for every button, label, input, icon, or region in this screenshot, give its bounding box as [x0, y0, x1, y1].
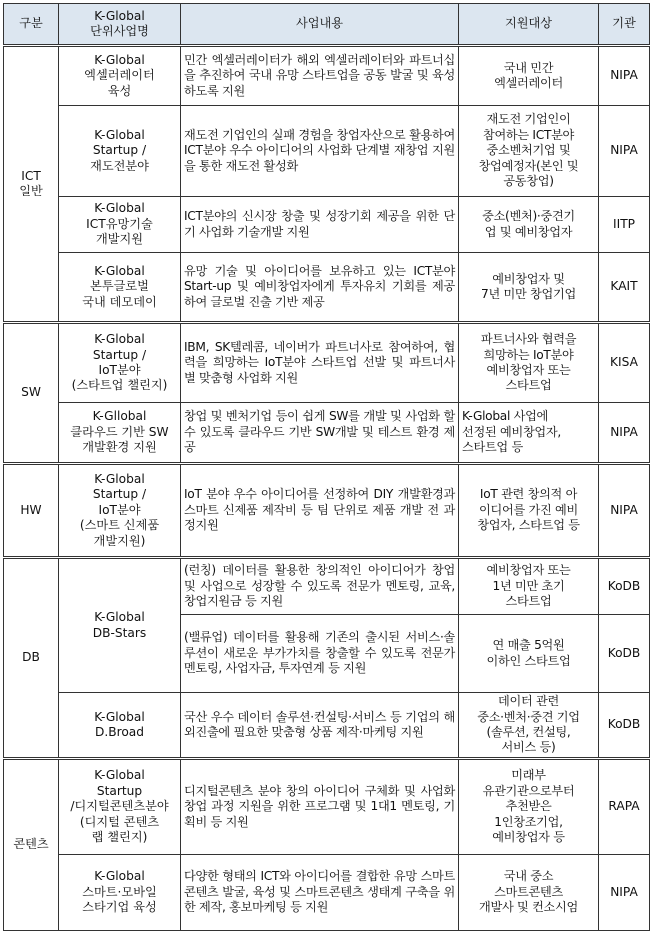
program-name-line: 클라우드 기반 SW: [70, 424, 169, 439]
target-line: (솔루션, 컨설팅,: [486, 725, 571, 739]
target-cell: [459, 253, 599, 323]
target-line: 파트너사와 협력을: [480, 332, 577, 347]
target-line: 예비창업자 또는: [486, 563, 571, 578]
target-line: 창업자, 스타트업 등: [477, 518, 580, 533]
header-program: [59, 4, 181, 46]
target-line: 1인창조기업,: [494, 814, 563, 829]
program-name-cell: [59, 464, 181, 558]
program-name-cell: [59, 197, 181, 253]
table-row: [4, 558, 650, 615]
program-name-line: K-Global: [94, 127, 145, 142]
target-line: 예비창업자 또는: [486, 363, 571, 377]
program-name-cell: [59, 106, 181, 197]
agency-cell: NIPA: [599, 46, 650, 106]
content-cell: (런칭) 데이터를 활용한 창의적인 아이디어가 창업 및 사업으로 성장할 수 있도록 전문가 멘토링, 교육, 창업지원금 등 지원: [181, 558, 459, 615]
table-row: [4, 464, 650, 558]
target-line: 스마트콘텐츠: [494, 884, 563, 899]
agency-cell: KoDB: [599, 558, 650, 615]
header-target: 지원대상: [459, 4, 599, 46]
target-cell: [459, 46, 599, 106]
program-name-line: 육성: [107, 83, 132, 98]
target-line: 이디어를 가진 예비: [479, 502, 578, 517]
program-name-line: K-Global: [94, 869, 145, 884]
program-name-line: IoT분야: [98, 363, 141, 377]
content-cell: 다양한 형태의 ICT와 아이디어를 결합한 유망 스마트콘텐츠 발굴, 육성 및 스마트콘텐츠 생태계 구축을 위한 제작, 홍보마케팅 등 지원: [181, 855, 459, 931]
agency-cell: KISA: [599, 323, 650, 403]
category-cell: [4, 464, 59, 558]
agency-cell: IITP: [599, 197, 650, 253]
category-line: DB: [22, 650, 40, 665]
program-name-line: (스타트업 챌린지): [71, 378, 168, 393]
target-line: 예비창업자 및: [492, 271, 565, 286]
target-cell: [459, 693, 599, 759]
program-name-line: 엑셀러레이터: [84, 68, 155, 83]
program-name-line: 랩 챌린지): [91, 830, 148, 845]
program-name-line: Startup: [96, 783, 143, 798]
table-row: [4, 323, 650, 403]
program-name-line: K-Global: [94, 263, 145, 278]
target-cell: [459, 615, 599, 693]
target-cell: [459, 106, 599, 197]
content-cell: 유망 기술 및 아이디어를 보유하고 있는 ICT분야 Start-up 및 예비창업자에게 투자유치 기회를 제공하여 글로벌 진출 기반 제공: [181, 253, 459, 323]
program-name-line: Startup /: [92, 143, 147, 158]
target-line: 희망하는 IoT분야: [483, 347, 574, 362]
program-name-line: K-Global: [94, 201, 145, 216]
header-category: 구분: [4, 4, 59, 46]
header-content: 사업내용: [181, 4, 459, 46]
program-name-line: 개발지원): [93, 533, 146, 548]
target-cell: [459, 464, 599, 558]
category-cell: [4, 323, 59, 464]
program-name-line: 스마트·모바일: [82, 884, 157, 899]
program-table: [3, 3, 650, 931]
content-cell: IBM, SK텔레콤, 네이버가 파트너사로 참여하여, 협력을 희망하는 IoT분야 스타트업 선발 및 파트너사 별 맞춤형 사업화 지원: [181, 323, 459, 403]
program-name-cell: [59, 46, 181, 106]
target-line: 서비스 등): [501, 740, 556, 755]
agency-cell: KAIT: [599, 253, 650, 323]
program-name-line: ICT유망기술: [86, 216, 153, 231]
target-line: 데이터 관련: [498, 694, 559, 709]
target-line: 국내 중소: [503, 869, 554, 884]
category-line: HW: [20, 502, 42, 517]
category-line: ICT: [21, 168, 41, 183]
target-line: 유관기관으로부터: [482, 783, 575, 798]
category-cell: [4, 46, 59, 323]
target-line: 스타트업: [505, 378, 552, 393]
table-row: [4, 106, 650, 197]
target-line: 미래부: [511, 768, 546, 783]
target-line: 업 및 예비창업자: [484, 224, 573, 239]
content-cell: 민간 엑셀러레이터가 해외 엑셀러레이터와 파트너십을 추진하여 국내 유망 스타트업을 공동 발굴 및 육성하도록 지원: [181, 46, 459, 106]
target-line: 추천받은: [505, 799, 552, 814]
header-agency: 기관: [599, 4, 650, 46]
category-line: 일반: [19, 184, 43, 198]
target-line: 이하인 스타트업: [486, 653, 571, 668]
program-name-line: K-Global: [94, 768, 145, 783]
program-name-line: /디지털콘텐츠분야: [70, 799, 169, 814]
program-name-line: K-Global: [94, 52, 145, 67]
program-name-line: K-Global: [94, 332, 145, 347]
program-name-cell: [59, 693, 181, 759]
header-row: [4, 4, 650, 46]
target-line: 개발사 및 컨소시엄: [479, 900, 578, 915]
target-line: 창업예정자(본인 및: [478, 158, 579, 173]
agency-cell: NIPA: [599, 403, 650, 464]
target-line: IoT 관련 창의적 아: [479, 487, 578, 502]
program-name-cell: [59, 403, 181, 464]
content-cell: 창업 및 벤처기업 등이 쉽게 SW를 개발 및 사업화 할 수 있도록 클라우드 기반 SW개발 및 테스트 환경 제공: [181, 403, 459, 464]
table-row: [4, 403, 650, 464]
category-line: 콘텐츠: [13, 837, 49, 852]
content-cell: ICT분야의 신시장 창출 및 성장기회 제공을 위한 단기 사업화 기술개발 지원: [181, 197, 459, 253]
table-row: [4, 253, 650, 323]
target-line: 예비창업자 등: [492, 830, 565, 845]
content-cell: 디지털콘텐츠 분야 창의 아이디어 구체화 및 사업화 창업 과정 지원을 위한 프로그램 및 1대1 멘토링, 기획비 등 지원: [181, 759, 459, 855]
table-row: [4, 197, 650, 253]
target-cell: [459, 323, 599, 403]
target-line: 1년 미만 초기: [492, 578, 565, 593]
target-cell: [459, 855, 599, 931]
target-line: 중소벤처기업 및: [486, 143, 571, 158]
agency-cell: KoDB: [599, 615, 650, 693]
category-cell: [4, 759, 59, 931]
table-row: [4, 46, 650, 106]
program-name-line: D.Broad: [94, 725, 145, 739]
program-name-line: 국내 데모데이: [82, 294, 157, 309]
target-line: 참여하는 ICT분야: [482, 127, 575, 142]
program-name-line: K-Global: [94, 709, 145, 724]
agency-cell: NIPA: [599, 855, 650, 931]
program-name-line: 재도전분야: [90, 158, 149, 173]
program-name-cell: [59, 253, 181, 323]
target-line: 스타트업: [505, 594, 552, 609]
category-line: SW: [21, 385, 41, 400]
agency-cell: NIPA: [599, 106, 650, 197]
content-cell: IoT 분야 우수 아이디어를 선정하여 DIY 개발환경과 스마트 신제품 제작비 등 팀 단위로 제품 개발 전 과정지원: [181, 464, 459, 558]
table-row: [4, 759, 650, 855]
content-cell: 국산 우수 데이터 솔루션·컨설팅·서비스 등 기업의 해외진출에 필요한 맞춤형 상품 제작·마케팅 지원: [181, 693, 459, 759]
table-row: [4, 693, 650, 759]
program-name-line: 개발환경 지원: [82, 440, 157, 455]
program-name-cell: [59, 558, 181, 693]
content-cell: 재도전 기업인의 실패 경험을 창업자산으로 활용하여 ICT분야 우수 아이디어의 사업화 단계별 재창업 지원을 통한 재도전 활성화: [181, 106, 459, 197]
content-cell: (밸류업) 데이터를 활용해 기존의 출시된 서비스·솔루션이 새로운 부가가치를 창출할 수 있도록 전문가 멘토링, 사업자금, 투자연계 등 지원: [181, 615, 459, 693]
header-program-line: 단위사업명: [90, 24, 149, 38]
target-cell: [459, 403, 599, 464]
program-name-line: (스마트 신제품: [79, 518, 160, 533]
target-line: 재도전 기업인이: [486, 112, 571, 127]
target-line: K-Global 사업에: [462, 409, 549, 424]
program-name-line: Startup /: [92, 487, 147, 502]
program-name-cell: [59, 323, 181, 403]
category-cell: [4, 558, 59, 759]
table-row: [4, 855, 650, 931]
program-name-cell: [59, 759, 181, 855]
program-name-line: DB-Stars: [92, 625, 147, 640]
target-line: 공동창업): [503, 174, 554, 189]
program-name-line: 본투글로벌: [90, 279, 149, 294]
program-name-line: K-Global: [94, 471, 145, 486]
program-name-line: 스타기업 육성: [82, 900, 157, 915]
agency-cell: NIPA: [599, 464, 650, 558]
target-line: 연 매출 5억원: [492, 638, 565, 653]
program-name-line: 개발지원: [95, 232, 144, 247]
target-line: 선정된 예비창업자,: [462, 424, 561, 439]
agency-cell: RAPA: [599, 759, 650, 855]
target-cell: [459, 197, 599, 253]
program-name-line: IoT분야: [98, 502, 141, 517]
target-line: 엑셀러레이터: [494, 76, 563, 90]
target-line: 스타트업 등: [462, 440, 523, 455]
target-cell: [459, 759, 599, 855]
target-line: 중소·벤처·중견 기업: [477, 709, 580, 724]
program-name-line: K-Gllobal: [92, 409, 147, 424]
program-name-line: (디지털 콘텐츠: [79, 814, 160, 829]
target-cell: [459, 558, 599, 615]
program-name-cell: [59, 855, 181, 931]
target-line: 국내 민간: [503, 60, 554, 75]
agency-cell: KoDB: [599, 693, 650, 759]
program-name-line: K-Global: [94, 610, 145, 625]
header-program-line: K-Global: [94, 8, 145, 23]
program-name-line: Startup /: [92, 347, 147, 362]
target-line: 7년 미만 창업기업: [481, 287, 576, 301]
target-line: 중소(벤처)·중견기: [482, 209, 575, 224]
